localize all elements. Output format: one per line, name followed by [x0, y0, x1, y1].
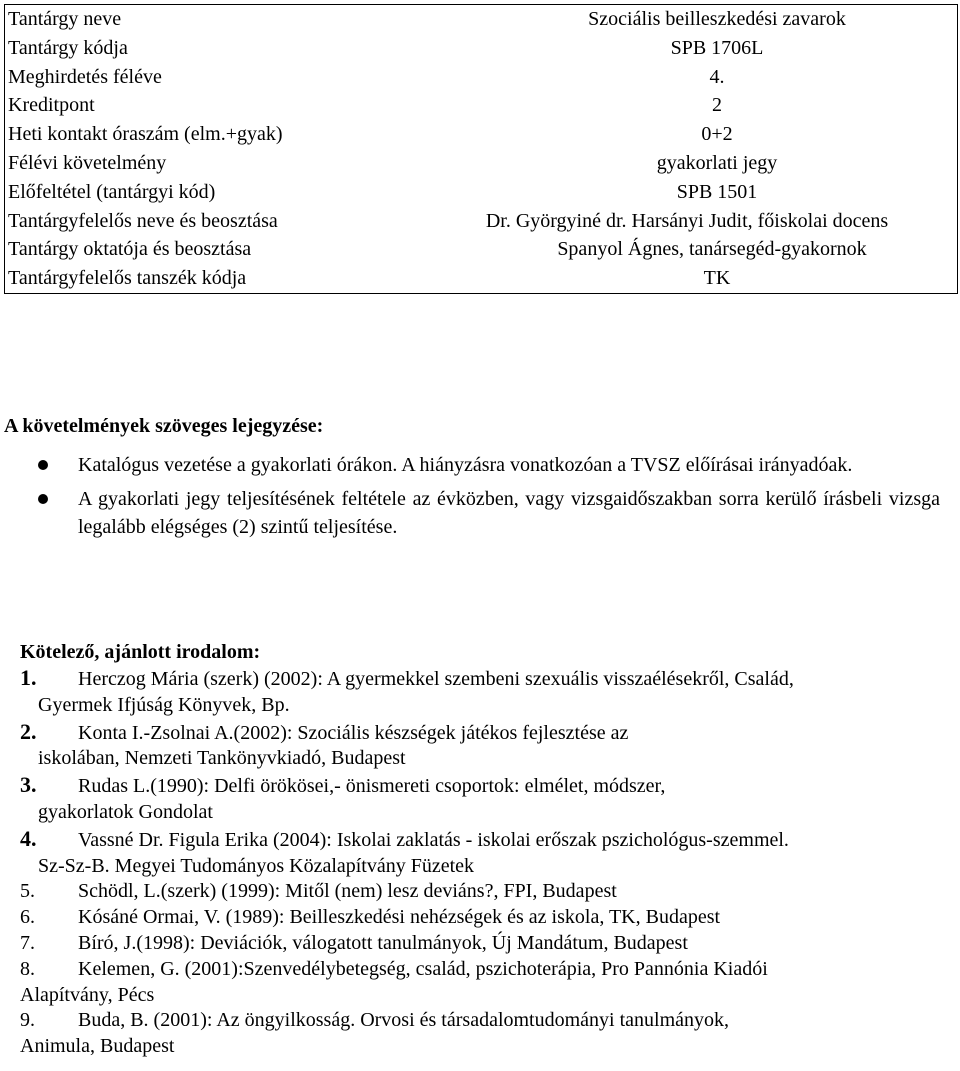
ref-text-cont: iskolában, Nemzeti Tankönyvkiadó, Budapest [38, 747, 406, 770]
info-row [5, 207, 957, 236]
list-item [20, 1008, 940, 1060]
info-value: 2 [712, 94, 722, 117]
list-item [20, 879, 940, 905]
info-value: 4. [709, 65, 725, 88]
info-label: Kreditpont [8, 94, 95, 117]
info-row [5, 91, 957, 120]
info-value: SPB 1501 [676, 180, 758, 203]
ref-number: 4. [20, 825, 37, 851]
info-row [5, 5, 957, 34]
list-item [38, 451, 940, 479]
ref-text: Vassné Dr. Figula Erika (2004): Iskolai zaklatás - iskolai erőszak pszichológus-szemmel. [78, 828, 789, 851]
ref-number: 7. [20, 931, 35, 954]
literature-heading: Kötelező, ajánlott irodalom: [20, 641, 261, 663]
literature-list [20, 665, 940, 1060]
info-value: 0+2 [701, 123, 733, 146]
info-label: Heti kontakt óraszám (elm.+gyak) [8, 123, 283, 146]
info-value: Szociális beilleszkedési zavarok [588, 8, 846, 30]
requirements-list [38, 451, 940, 547]
ref-text: Kelemen, G. (2001):Szenvedélybetegség, család, pszichoterápia, Pro Pannónia Kiadói [78, 957, 768, 980]
ref-number: 9. [20, 1009, 35, 1032]
ref-text: Rudas L.(1990): Delfi örökösei,- önismereti csoportok: elmélet, módszer, [78, 775, 666, 798]
ref-number: 1. [20, 665, 37, 690]
bullet-icon [38, 460, 48, 470]
ref-text: Herczog Mária (szerk) (2002): A gyermekkel szembeni szexuális visszaélésekről, Család, [78, 668, 794, 690]
info-label: Meghirdetés féléve [8, 65, 162, 88]
ref-text: Kósáné Ormai, V. (1989): Beilleszkedési nehézségek és az iskola, TK, Budapest [78, 906, 721, 929]
list-item [20, 957, 940, 1009]
info-row [5, 34, 957, 63]
list-item [20, 826, 940, 880]
ref-number: 2. [20, 718, 37, 744]
list-item [20, 665, 940, 719]
ref-number: 6. [20, 906, 35, 929]
info-value: Dr. Györgyiné dr. Harsányi Judit, főiskolai docens [485, 209, 889, 232]
course-info-table [4, 4, 958, 294]
info-value: SPB 1706L [670, 36, 764, 59]
ref-text: Bíró, J.(1998): Deviációk, válogatott tanulmányok, Új Mandátum, Budapest [78, 931, 688, 954]
info-value: Spanyol Ágnes, tanársegéd-gyakornok [557, 238, 867, 261]
requirement-text: Katalógus vezetése a gyakorlati órákon. A hiányzásra vonatkozóan a TVSZ előírásai irányadóak. [78, 454, 853, 476]
ref-text-cont: gyakorlatok Gondolat [38, 800, 213, 823]
info-label: Tantárgyfelelős neve és beosztása [8, 209, 278, 232]
ref-text: Schödl, L.(szerk) (1999): Mitől (nem) lesz deviáns?, FPI, Budapest [78, 880, 617, 903]
info-row [5, 63, 957, 92]
info-label: Tantárgy kódja [8, 36, 128, 59]
info-row [5, 235, 957, 264]
info-label: Félévi követelmény [8, 151, 167, 174]
info-value: TK [703, 267, 731, 290]
info-row [5, 149, 957, 178]
requirement-text: A gyakorlati jegy teljesítésének feltétele az évközben, vagy vizsgaidőszakban sorra kerülő írásbeli vizsga legalább elégséges (2) szintű teljesítése. [78, 488, 940, 538]
ref-text: Buda, B. (2001): Az öngyilkosság. Orvosi és társadalomtudományi tanulmányok, [78, 1009, 730, 1032]
list-item [20, 905, 940, 931]
requirements-heading: A követelmények szöveges lejegyzése: [4, 415, 324, 437]
list-item [20, 719, 940, 773]
info-row [5, 264, 957, 293]
ref-text-cont: Alapítvány, Pécs [20, 983, 155, 1006]
bullet-icon [38, 494, 48, 504]
info-label: Tantárgyfelelős tanszék kódja [8, 267, 247, 290]
list-item [38, 485, 940, 541]
ref-number: 8. [20, 957, 35, 980]
info-label: Tantárgy neve [8, 8, 122, 30]
info-label: Előfeltétel (tantárgyi kód) [8, 180, 216, 203]
ref-number: 5. [20, 880, 35, 903]
ref-text-cont: Sz-Sz-B. Megyei Tudományos Közalapítvány Füzetek [38, 854, 475, 877]
info-row [5, 178, 957, 207]
list-item [20, 931, 940, 957]
info-label: Tantárgy oktatója és beosztása [8, 238, 252, 261]
ref-text-cont: Gyermek Ifjúság Könyvek, Bp. [38, 693, 290, 716]
ref-text: Konta I.-Zsolnai A.(2002): Szociális készségek játékos fejlesztése az [78, 721, 629, 744]
info-row [5, 120, 957, 149]
ref-number: 3. [20, 772, 37, 798]
list-item [20, 772, 940, 826]
info-value: gyakorlati jegy [656, 151, 778, 174]
ref-text-cont: Animula, Budapest [20, 1035, 175, 1058]
